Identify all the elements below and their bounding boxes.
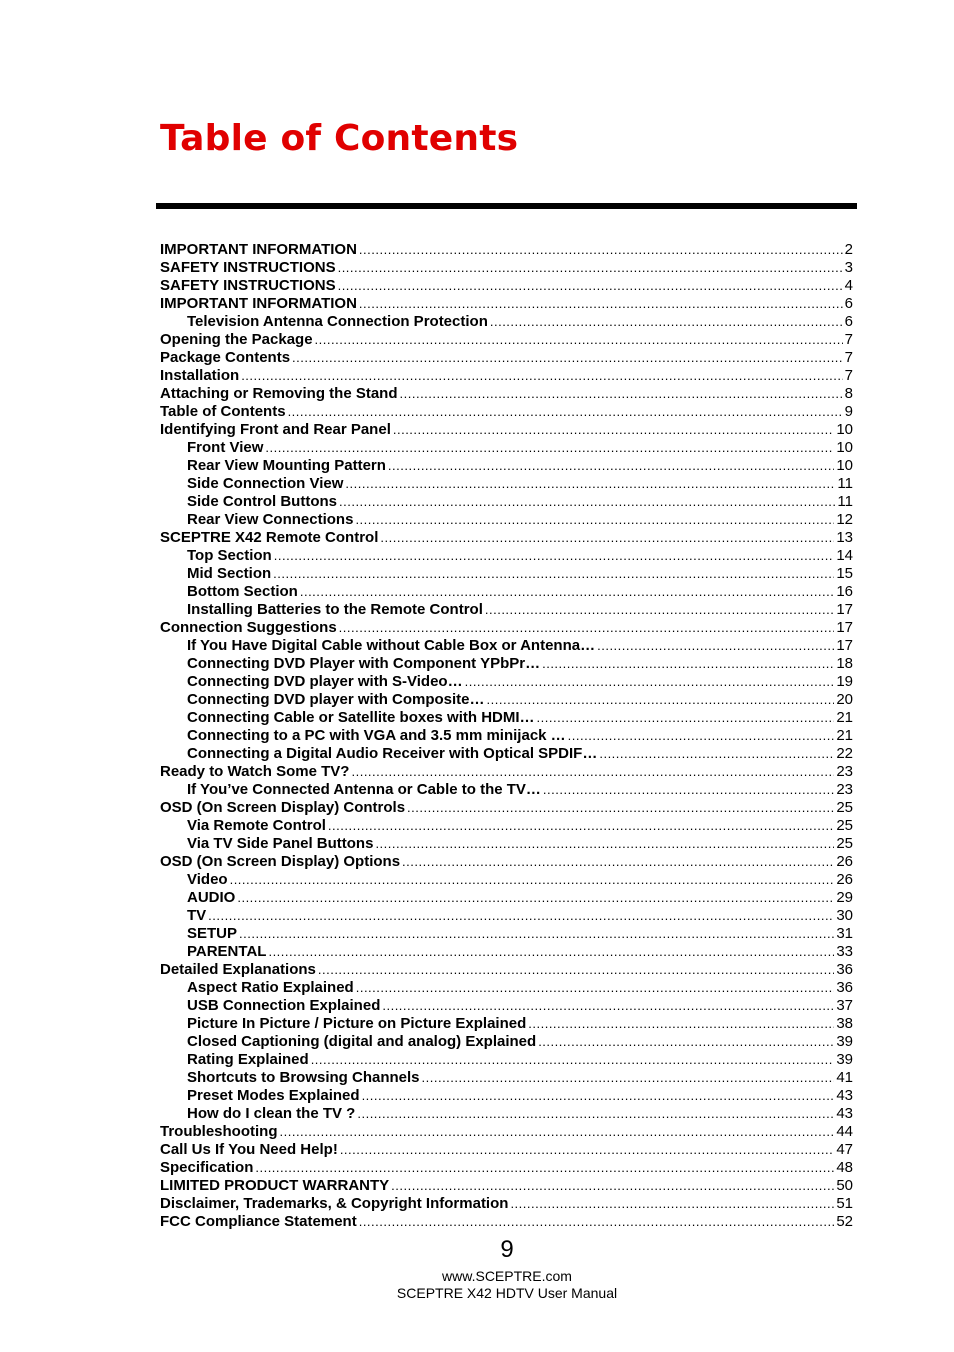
toc-entry-label: How do I clean the TV ? [187,1105,356,1122]
toc-entry-label: Connecting to a PC with VGA and 3.5 mm minijack … [187,727,566,744]
toc-entry[interactable] [160,781,853,799]
toc-entry-page: 33 [836,943,853,960]
toc-dot-leader [382,997,834,1015]
toc-entry[interactable] [160,655,853,673]
toc-entry-label: Disclaimer, Trademarks, & Copyright Information [160,1195,509,1212]
toc-entry-label: Identifying Front and Rear Panel [160,421,391,438]
toc-entry[interactable] [160,367,853,385]
toc-entry[interactable] [160,1123,853,1141]
toc-entry-label: Rating Explained [187,1051,309,1068]
toc-entry-label: PARENTAL [187,943,267,960]
toc-entry[interactable] [160,403,853,421]
toc-entry[interactable] [160,1033,853,1051]
toc-entry-page: 17 [836,619,853,636]
toc-entry-page: 4 [844,277,853,294]
toc-entry-page: 41 [836,1069,853,1086]
toc-entry-label: Connecting DVD player with S-Video… [187,673,463,690]
toc-entry[interactable] [160,745,853,763]
toc-entry[interactable] [160,313,853,331]
toc-entry-page: 47 [836,1141,853,1158]
toc-entry-label: Via TV Side Panel Buttons [187,835,374,852]
toc-entry[interactable] [160,1105,853,1123]
toc-entry[interactable] [160,961,853,979]
toc-entry-page: 11 [837,493,853,510]
toc-entry[interactable] [160,385,853,403]
toc-dot-leader [375,835,834,853]
toc-entry-label: SCEPTRE X42 Remote Control [160,529,379,546]
toc-entry-label: Rear View Connections [187,511,354,528]
toc-entry-page: 14 [836,547,853,564]
toc-entry[interactable] [160,547,853,565]
toc-entry-page: 2 [844,241,853,258]
toc-entry-label: Opening the Package [160,331,313,348]
toc-entry[interactable] [160,565,853,583]
toc-entry[interactable] [160,637,853,655]
toc-entry[interactable] [160,853,853,871]
toc-entry-page: 36 [836,979,853,996]
toc-entry-label: Specification [160,1159,254,1176]
toc-entry-label: Connecting DVD player with Composite… [187,691,485,708]
toc-entry-label: Closed Captioning (digital and analog) Explained [187,1033,537,1050]
toc-dot-leader [422,1069,835,1087]
toc-dot-leader [237,889,834,907]
toc-entry-page: 25 [836,817,853,834]
toc-dot-leader [357,1105,834,1123]
toc-entry[interactable] [160,673,853,691]
toc-dot-leader [391,1177,834,1195]
toc-dot-leader [380,529,834,547]
toc-entry[interactable] [160,1159,853,1177]
toc-dot-leader [339,493,835,511]
toc-entry-label: LIMITED PRODUCT WARRANTY [160,1177,390,1194]
toc-dot-leader [239,925,834,943]
toc-dot-leader [597,637,834,655]
toc-dot-leader [400,385,843,403]
toc-entry[interactable] [160,277,853,295]
toc-entry[interactable] [160,1141,853,1159]
toc-entry[interactable] [160,475,853,493]
toc-entry[interactable] [160,727,853,745]
toc-dot-leader [599,745,834,763]
toc-dot-leader [265,439,834,457]
toc-entry-page: 9 [844,403,853,420]
toc-entry[interactable] [160,1051,853,1069]
toc-dot-leader [340,1141,835,1159]
toc-dot-leader [359,295,843,313]
toc-dot-leader [543,781,834,799]
toc-dot-leader [241,367,842,385]
toc-dot-leader [355,511,834,529]
toc-dot-leader [487,691,835,709]
toc-entry-label: USB Connection Explained [187,997,381,1014]
toc-entry-page: 31 [836,925,853,942]
toc-entry-page: 21 [836,727,853,744]
toc-entry[interactable] [160,241,853,259]
toc-entry-label: Package Contents [160,349,291,366]
toc-entry-label: OSD (On Screen Display) Controls [160,799,406,816]
toc-dot-leader [528,1015,834,1033]
toc-entry-page: 25 [836,835,853,852]
toc-entry-label: Connecting a Digital Audio Receiver with Optical SPDIF… [187,745,598,762]
toc-entry-page: 6 [844,313,853,330]
toc-entry-label: Via Remote Control [187,817,326,834]
toc-entry-page: 23 [836,763,853,780]
toc-entry-label: Detailed Explanations [160,961,316,978]
toc-entry-page: 37 [836,997,853,1014]
toc-entry[interactable] [160,1069,853,1087]
toc-entry-label: Ready to Watch Some TV? [160,763,350,780]
toc-entry-label: SAFETY INSTRUCTIONS [160,259,336,276]
toc-entry-page: 19 [836,673,853,690]
toc-entry-page: 7 [844,331,853,348]
toc-entry-page: 30 [836,907,853,924]
title-divider [156,203,857,209]
page-number: 9 [500,1236,514,1263]
toc-entry-label: Side Control Buttons [187,493,337,510]
toc-entry[interactable] [160,943,853,961]
toc-entry[interactable] [160,1087,853,1105]
toc-dot-leader [338,259,843,277]
toc-entry[interactable] [160,457,853,475]
toc-entry-label: If You Have Digital Cable without Cable Box or Antenna… [187,637,596,654]
toc-entry-page: 22 [836,745,853,762]
toc-entry-label: AUDIO [187,889,236,906]
toc-entry-page: 6 [844,295,853,312]
toc-entry-label: Front View [187,439,264,456]
toc-entry[interactable] [160,925,853,943]
toc-entry-page: 16 [836,583,853,600]
toc-entry[interactable] [160,421,853,439]
toc-entry-label: Installing Batteries to the Remote Control [187,601,483,618]
toc-dot-leader [510,1195,834,1213]
toc-entry-label: SAFETY INSTRUCTIONS [160,277,336,294]
toc-entry-label: Call Us If You Need Help! [160,1141,338,1158]
toc-entry-label: Shortcuts to Browsing Channels [187,1069,420,1086]
toc-dot-leader [268,943,834,961]
toc-dot-leader [288,403,843,421]
toc-entry-page: 39 [836,1033,853,1050]
toc-entry[interactable] [160,1177,853,1195]
toc-dot-leader [359,1213,835,1231]
toc-entry-page: 38 [836,1015,853,1032]
toc-entry[interactable] [160,601,853,619]
toc-entry-label: FCC Compliance Statement [160,1213,357,1230]
toc-entry-page: 36 [836,961,853,978]
toc-entry[interactable] [160,889,853,907]
footer-url: www.SCEPTRE.com [442,1268,572,1284]
toc-entry[interactable] [160,871,853,889]
toc-entry-label: Installation [160,367,240,384]
toc-entry-label: Table of Contents [160,403,286,420]
toc-dot-leader [402,853,834,871]
toc-dot-leader [542,655,834,673]
toc-entry[interactable] [160,1015,853,1033]
toc-entry-label: Television Antenna Connection Protection [187,313,488,330]
toc-entry-page: 17 [836,601,853,618]
toc-entry-label: Aspect Ratio Explained [187,979,354,996]
toc-dot-leader [255,1159,834,1177]
toc-entry-page: 39 [836,1051,853,1068]
toc-entry[interactable] [160,619,853,637]
toc-dot-leader [273,565,834,583]
toc-dot-leader [393,421,834,439]
toc-dot-leader [315,331,843,349]
toc-entry-page: 29 [836,889,853,906]
toc-entry-page: 18 [836,655,853,672]
toc-entry-page: 10 [836,457,853,474]
toc-entry[interactable] [160,349,853,367]
toc-entry-page: 11 [837,475,853,492]
toc-entry-page: 20 [836,691,853,708]
toc-entry-page: 50 [836,1177,853,1194]
toc-dot-leader [208,907,834,925]
toc-entry[interactable] [160,259,853,277]
toc-dot-leader [230,871,835,889]
toc-dot-leader [359,241,843,259]
toc-entry-label: Picture In Picture / Picture on Picture Explained [187,1015,527,1032]
toc-dot-leader [362,1087,835,1105]
toc-entry-label: Connection Suggestions [160,619,337,636]
toc-entry[interactable] [160,295,853,313]
toc-dot-leader [345,475,835,493]
toc-dot-leader [338,277,843,295]
toc-entry-label: Connecting DVD Player with Component YPbPr… [187,655,541,672]
toc-entry-page: 43 [836,1105,853,1122]
toc-entry[interactable] [160,799,853,817]
toc-entry-label: Attaching or Removing the Stand [160,385,398,402]
toc-entry[interactable] [160,1195,853,1213]
toc-dot-leader [465,673,835,691]
toc-entry[interactable] [160,331,853,349]
toc-dot-leader [485,601,834,619]
toc-entry[interactable] [160,835,853,853]
toc-entry-label: IMPORTANT INFORMATION [160,241,357,258]
toc-entry-page: 43 [836,1087,853,1104]
toc-dot-leader [328,817,834,835]
toc-entry-label: SETUP [187,925,238,942]
toc-entry[interactable] [160,583,853,601]
toc-entry-page: 51 [836,1195,853,1212]
toc-entry-label: OSD (On Screen Display) Options [160,853,401,870]
toc-entry[interactable] [160,691,853,709]
toc-dot-leader [292,349,843,367]
toc-entry[interactable] [160,997,853,1015]
toc-entry[interactable] [160,439,853,457]
toc-entry-label: Preset Modes Explained [187,1087,360,1104]
toc-entry-page: 3 [844,259,853,276]
toc-dot-leader [311,1051,835,1069]
toc-entry[interactable] [160,907,853,925]
toc-entry-page: 26 [836,853,853,870]
toc-entry-label: TV [187,907,207,924]
toc-entry-label: Side Connection View [187,475,344,492]
toc-entry-page: 10 [836,421,853,438]
toc-entry-page: 7 [844,349,853,366]
toc-entry-label: If You’ve Connected Antenna or Cable to the TV… [187,781,541,798]
toc-entry-page: 12 [836,511,853,528]
toc-entry-page: 15 [836,565,853,582]
toc-entry-page: 26 [836,871,853,888]
footer-manual-title: SCEPTRE X42 HDTV User Manual [396,1285,618,1301]
toc-dot-leader [388,457,834,475]
toc-entry-label: Mid Section [187,565,272,582]
toc-entry[interactable] [160,763,853,781]
toc-entry-label: Bottom Section [187,583,298,600]
toc-entry-page: 17 [836,637,853,654]
toc-dot-leader [568,727,835,745]
toc-dot-leader [300,583,834,601]
toc-entry-label: Connecting Cable or Satellite boxes with HDMI… [187,709,535,726]
toc-dot-leader [318,961,834,979]
toc-dot-leader [339,619,835,637]
toc-dot-leader [490,313,843,331]
toc-entry-page: 25 [836,799,853,816]
toc-dot-leader [274,547,835,565]
toc-entry-label: Video [187,871,228,888]
toc-entry[interactable] [160,529,853,547]
toc-entry[interactable] [160,817,853,835]
table-of-contents [160,241,853,1231]
toc-dot-leader [351,763,834,781]
toc-entry-label: Rear View Mounting Pattern [187,457,386,474]
toc-dot-leader [280,1123,835,1141]
toc-dot-leader [407,799,834,817]
toc-entry[interactable] [160,511,853,529]
toc-entry-label: Troubleshooting [160,1123,278,1140]
toc-dot-leader [538,1033,834,1051]
toc-entry-page: 10 [836,439,853,456]
toc-entry[interactable] [160,493,853,511]
toc-entry[interactable] [160,709,853,727]
toc-entry-label: Top Section [187,547,272,564]
toc-entry-page: 7 [844,367,853,384]
toc-entry-page: 8 [844,385,853,402]
toc-entry[interactable] [160,979,853,997]
toc-dot-leader [537,709,835,727]
toc-entry-page: 44 [836,1123,853,1140]
toc-entry-page: 21 [836,709,853,726]
toc-entry-label: IMPORTANT INFORMATION [160,295,357,312]
toc-entry[interactable] [160,1213,853,1231]
toc-entry-page: 13 [836,529,853,546]
toc-entry-page: 23 [836,781,853,798]
toc-dot-leader [356,979,835,997]
toc-entry-page: 48 [836,1159,853,1176]
page-title: Table of Contents [160,118,519,159]
toc-entry-page: 52 [836,1213,853,1230]
